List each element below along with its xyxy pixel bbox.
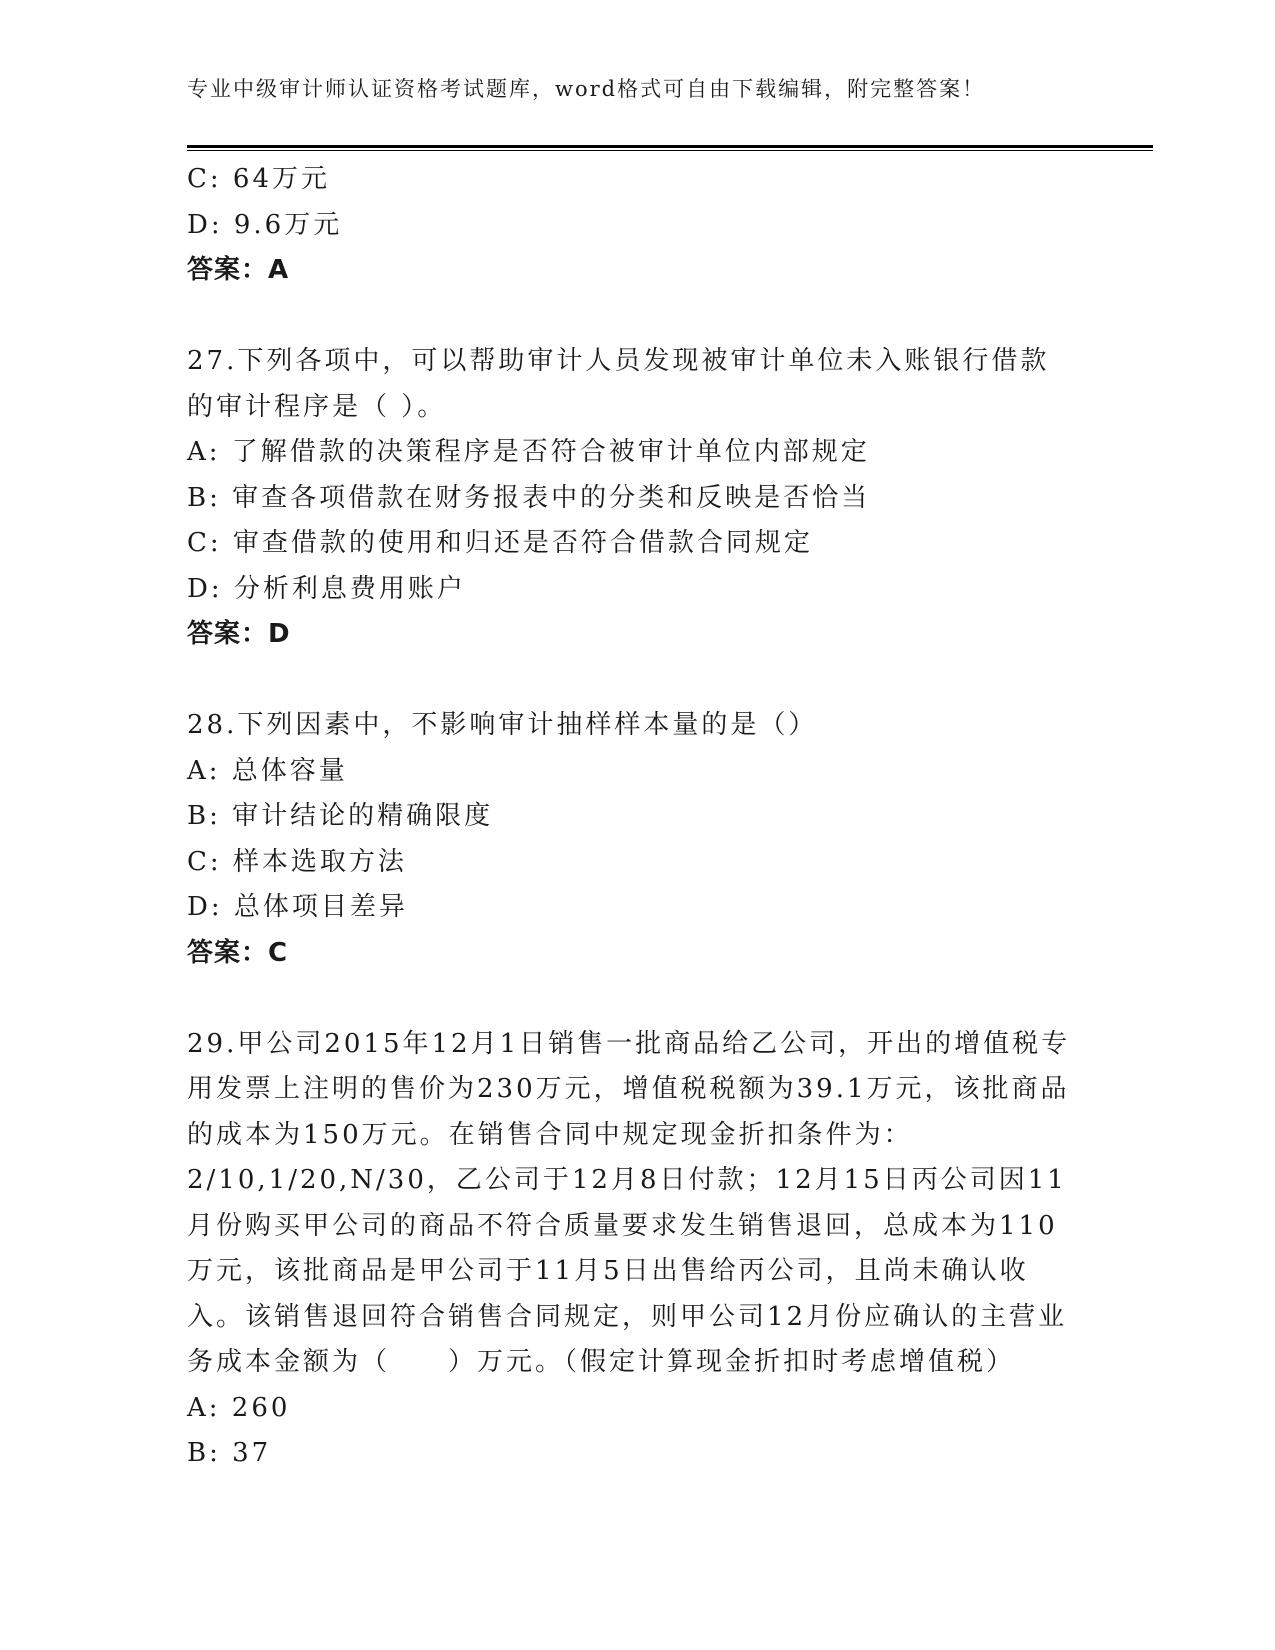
question-28-stem: 28.下列因素中，不影响审计抽样样本量的是（） — [187, 710, 818, 740]
question-27-stem: 27.下列各项中，可以帮助审计人员发现被审计单位未入账银行借款的审计程序是（ ）。 — [187, 346, 1050, 422]
answer: 答案：A — [187, 255, 290, 285]
page-header: 专业中级审计师认证资格考试题库，word格式可自由下载编辑，附完整答案！ — [187, 77, 986, 101]
spacer — [187, 294, 1077, 340]
question-27-option-d: D: 分析利息费用账户 — [187, 573, 466, 604]
question-28-answer: 答案：C — [187, 937, 289, 968]
question-27-option-c: C: 审查借款的使用和归还是否符合借款合同规定 — [187, 528, 813, 558]
question-29-stem: 29.甲公司2015年12月1日销售一批商品给乙公司，开出的增值税专用发票上注明的售价为230万元，增值税税额为39.1万元，该批商品的成本为150万元。在销售合同中规定现金折扣条件为：2/10,1/20,N/30，乙公司于12月8日付款；12月15日丙公司因11月份购买甲公司的商品不符合质量要求发生销售退回，总成本为110万元，该批商品是甲公司于11月5日出售给丙公司，且尚未确认收入。该销售退回符合销售合同规定，则甲公司12月份应确认的主营业务成本金额为（ ）万元。（假定计算现金折扣时考虑增值税） — [187, 1028, 1071, 1377]
question-27-answer: 答案：D — [187, 619, 291, 649]
header-divider — [187, 145, 1153, 151]
option-c: C: 64万元 — [187, 164, 331, 194]
question-28-option-d: D: 总体项目差异 — [187, 892, 408, 922]
question-28-option-c: C: 样本选取方法 — [187, 846, 407, 877]
question-27-option-b: B: 审查各项借款在财务报表中的分类和反映是否恰当 — [187, 482, 871, 513]
question-28-option-b: B: 审计结论的精确限度 — [187, 801, 494, 831]
spacer — [187, 658, 1077, 704]
spacer — [187, 976, 1077, 1022]
question-29-option-b: B: 37 — [187, 1438, 272, 1468]
question-27-option-a: A: 了解借款的决策程序是否符合被审计单位内部规定 — [187, 437, 870, 467]
question-28-option-a: A: 总体容量 — [187, 755, 348, 786]
question-29-option-a: A: 260 — [187, 1392, 291, 1423]
option-d: D: 9.6万元 — [187, 209, 343, 240]
question-content — [187, 157, 1077, 1477]
